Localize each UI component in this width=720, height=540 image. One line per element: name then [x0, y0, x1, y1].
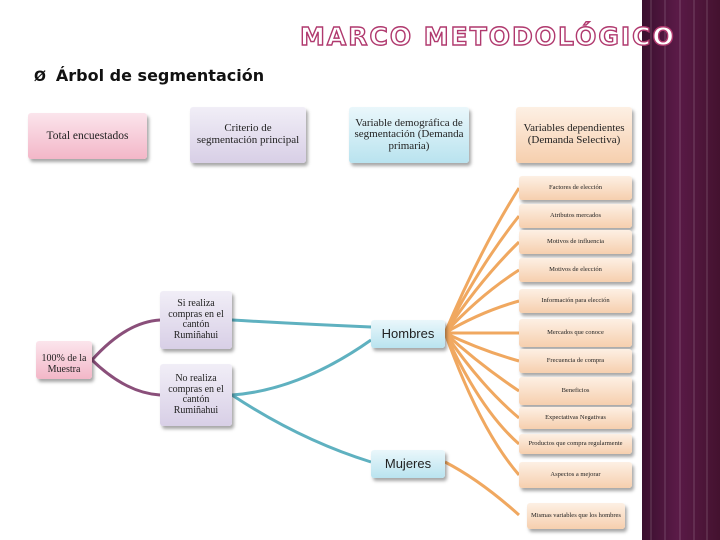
variable-productos-compra [519, 434, 632, 454]
variable-mercados-conoce [519, 319, 632, 347]
variable-label: Mismas variables que los hombres [531, 512, 621, 520]
variable-beneficios [519, 377, 632, 405]
variable-label: Productos que compra regularmente [528, 440, 623, 448]
variable-label: Información para elección [541, 297, 610, 305]
variable-label: Motivos de elección [549, 266, 602, 274]
variable-atributos-mercados [519, 204, 632, 228]
variable-factores-eleccion [519, 176, 632, 200]
variable-label: Motivos de influencia [546, 238, 605, 246]
header-total-encuestados [28, 113, 147, 159]
variable-label: Frecuencia de compra [546, 357, 605, 365]
variable-label: Aspectos a mejorar [550, 471, 601, 479]
variable-label: Mercados que conoce [547, 329, 604, 337]
variable-label: Expectativas Negativas [545, 414, 606, 422]
connector-mujeres-var-12 [445, 462, 519, 515]
connector-root-si [92, 320, 160, 360]
branch-si-label: Si realiza compras en el cantón Rumiñahui [168, 298, 224, 341]
variable-mismas-variables [527, 503, 625, 529]
header-variables-dependientes [516, 107, 632, 163]
connector-hombres-var-4 [445, 270, 519, 333]
variable-aspectos-mejorar [519, 462, 632, 488]
variable-frecuencia-compra [519, 349, 632, 373]
header-criterio [190, 107, 306, 163]
mujeres-label: Mujeres [384, 456, 432, 472]
variable-motivos-influencia [519, 230, 632, 254]
root-label: 100% de la Muestra [41, 353, 87, 375]
connector-si-hombres [232, 320, 371, 327]
variable-label: Factores de elección [548, 184, 603, 192]
header-demografica-label: Variable demográfica de segmentación (Demanda primaria) [354, 116, 464, 152]
root-node [36, 341, 92, 379]
connector-no-mujeres [232, 395, 371, 462]
hombres-label: Hombres [381, 326, 435, 342]
connector-root-no [92, 360, 160, 395]
node-hombres [371, 320, 445, 348]
arrow-bullet-icon: Ø [34, 69, 46, 85]
variable-motivos-eleccion [519, 258, 632, 282]
branch-no-realiza [160, 364, 232, 426]
branch-no-label: No realiza compras en el cantón Rumiñahui [168, 373, 224, 416]
variable-expectativas-negativas [519, 407, 632, 429]
branch-si-realiza [160, 291, 232, 349]
variable-label: Beneficios [561, 387, 590, 395]
variable-label: Atributos mercados [549, 212, 602, 220]
page-title: MARCO METODOLÓGICO [300, 22, 676, 51]
subtitle-text: Árbol de segmentación [55, 66, 265, 85]
header-variable-demografica [349, 107, 469, 163]
node-mujeres [371, 450, 445, 478]
header-total-label: Total encuestados [46, 129, 129, 142]
variable-informacion-eleccion [519, 289, 632, 313]
connector-no-hombres [232, 340, 371, 395]
header-criterio-label: Criterio de segmentación principal [196, 122, 300, 146]
header-dependientes-label: Variables dependientes (Demanda Selectiva) [523, 122, 625, 146]
connector-hombres-var-9 [445, 333, 519, 418]
